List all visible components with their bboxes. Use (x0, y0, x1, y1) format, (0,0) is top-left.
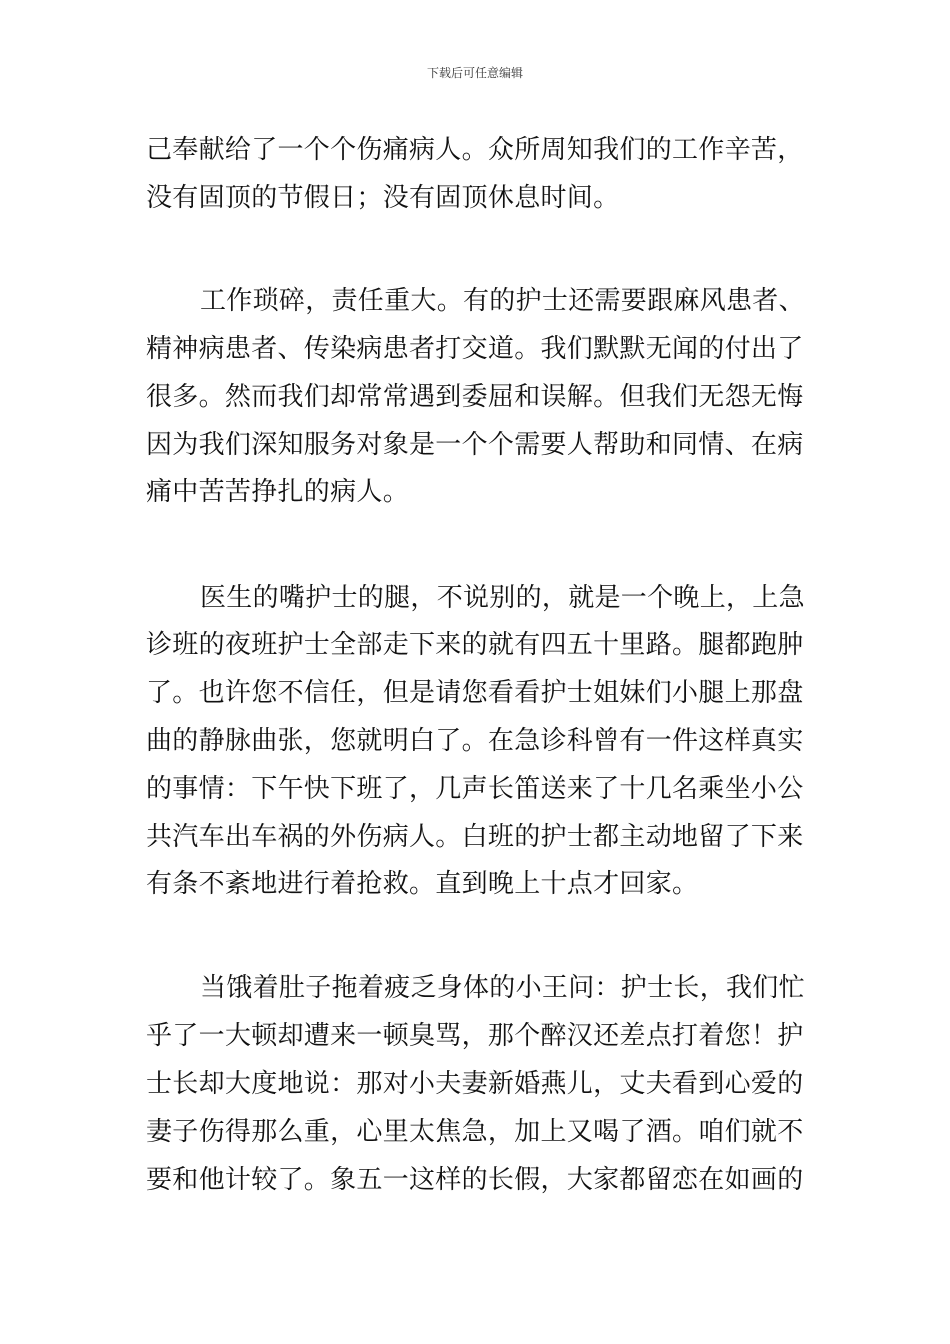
text-line: 痛中苦苦挣扎的病人。 (146, 477, 410, 507)
text-line: 诊班的夜班护士全部走下来的就有四五十里路。腿都跑肿 (146, 630, 804, 660)
text-line: 己奉献给了一个个伤痛病人。众所周知我们的工作辛苦， (146, 135, 804, 165)
text-line: 没有固顶的节假日；没有固顶休息时间。 (146, 183, 620, 213)
text-line: 了。也许您不信任，但是请您看看护士姐妹们小腿上那盘 (146, 678, 804, 708)
text-line: 有条不紊地进行着抢救。直到晚上十点才回家。 (146, 869, 699, 899)
text-line: 当饿着肚子拖着疲乏身体的小王问：护士长，我们忙 (200, 973, 805, 1003)
text-line: 士长却大度地说：那对小夫妻新婚燕儿，丈夫看到心爱的 (146, 1069, 804, 1099)
text-line: 医生的嘴护士的腿，不说别的，就是一个晚上，上急 (200, 583, 805, 613)
page-header-note: 下载后可任意编辑 (426, 66, 523, 80)
text-line: 共汽车出车祸的外伤病人。白班的护士都主动地留了下来 (146, 822, 804, 852)
text-line: 的事情：下午快下班了，几声长笛送来了十几名乘坐小公 (146, 774, 804, 804)
text-line: 要和他计较了。象五一这样的长假，大家都留恋在如画的 (146, 1165, 804, 1195)
text-line: 工作琐碎，责任重大。有的护士还需要跟麻风患者、 (200, 286, 805, 316)
text-line: 很多。然而我们却常常遇到委屈和误解。但我们无怨无悔 (146, 382, 804, 412)
text-line: 曲的静脉曲张，您就明白了。在急诊科曾有一件这样真实 (146, 726, 804, 756)
text-line: 乎了一大顿却遭来一顿臭骂，那个醉汉还差点打着您！护 (146, 1021, 804, 1051)
text-line: 妻子伤得那么重，心里太焦急，加上又喝了酒。咱们就不 (146, 1117, 804, 1147)
text-line: 因为我们深知服务对象是一个个需要人帮助和同情、在病 (146, 430, 804, 460)
text-line: 精神病患者、传染病患者打交道。我们默默无闻的付出了 (146, 334, 804, 364)
